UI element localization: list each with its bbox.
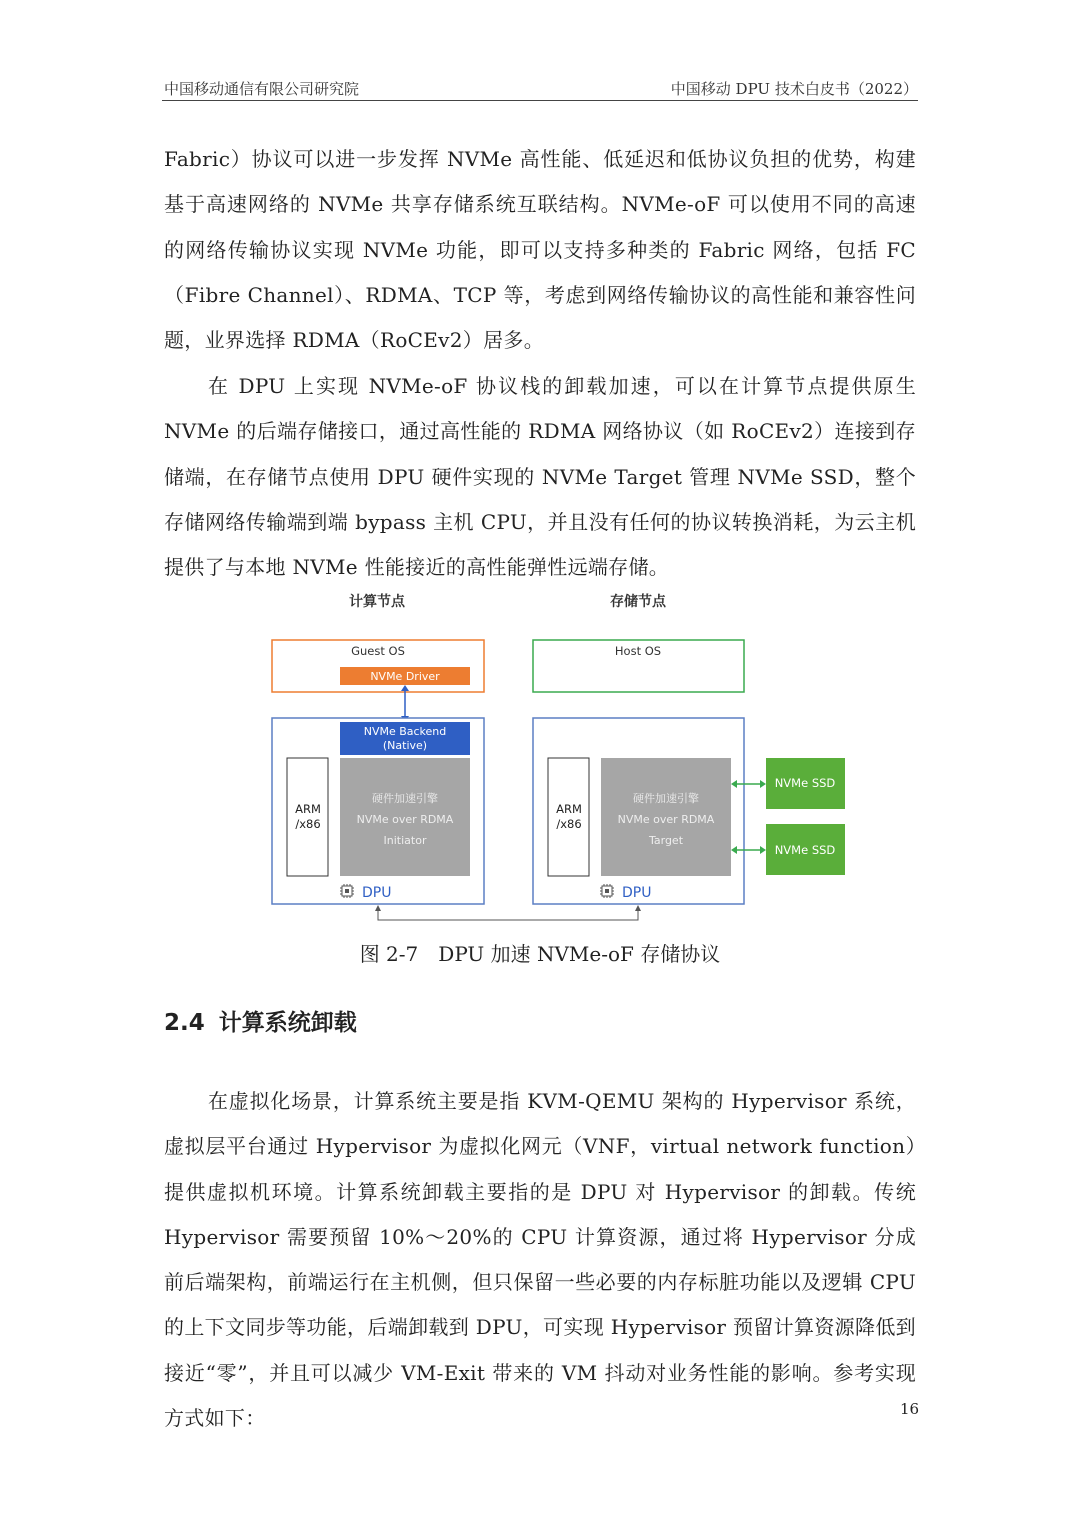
target-engine-title: 硬件加速引擎: [633, 792, 699, 805]
nvme-backend-label: NVMe Backend: [363, 725, 447, 738]
header-divider: [162, 100, 918, 101]
target-engine-protocol: NVMe over RDMA: [617, 813, 715, 826]
initiator-engine-role: Initiator: [383, 834, 427, 847]
figure-caption: [0, 938, 1080, 967]
link-arrowhead-right: [635, 905, 641, 911]
header-org: 中国移动通信有限公司研究院: [164, 80, 360, 98]
figure-number: 图 2-7: [359, 942, 419, 966]
compute-arm-label: ARM: [295, 802, 321, 816]
compute-dpu-label: DPU: [362, 885, 392, 901]
paragraph-dpu-offload: 在 DPU 上实现 NVMe-oF 协议栈的卸载加速，可以在计算节点提供原生 NVMe 的后端存储接口，通过高性能的 RDMA 网络协议（如 RoCEv2）连接到存储端，在存储节点使用 DPU 硬件实现的 NVMe Target 管理 NVMe SSD，整个存储网络传输端到端 bypass 主机 CPU，并且没有任何的协议转换消耗，为云主机提供了与本地 NVMe 性能接近的高性能弹性远端存储。: [164, 374, 916, 580]
nvme-ssd-label-1: NVMe SSD: [774, 776, 836, 790]
storage-node-title: 存储节点: [610, 594, 666, 610]
page-number: 16: [900, 1400, 920, 1418]
storage-dpu-chip-icon: [600, 884, 614, 898]
compute-node-title: 计算节点: [349, 594, 405, 610]
storage-arm-sublabel: /x86: [556, 817, 582, 831]
nvme-driver-label: NVMe Driver: [370, 670, 440, 683]
section-title: 计算系统卸载: [218, 1010, 357, 1036]
initiator-engine-title: 硬件加速引擎: [372, 792, 438, 805]
target-engine-role: Target: [648, 834, 684, 847]
compute-dpu-chip-icon: [340, 884, 354, 898]
target-ssd1-arrowhead-right: [760, 780, 766, 788]
dpu-to-dpu-link: [378, 908, 638, 920]
section-heading: [164, 1004, 357, 1037]
section-number: 2.4: [164, 1010, 205, 1036]
header-doc-title: 中国移动 DPU 技术白皮书（2022）: [670, 80, 918, 98]
guest-os-label: Guest OS: [351, 644, 405, 658]
nvme-backend-sublabel: (Native): [382, 739, 428, 752]
target-ssd2-arrowhead-right: [760, 846, 766, 854]
figure-title: DPU 加速 NVMe-oF 存储协议: [438, 942, 721, 966]
paragraph-compute-offload: 在虚拟化场景，计算系统主要是指 KVM-QEMU 架构的 Hypervisor 系统，虚拟层平台通过 Hypervisor 为虚拟化网元（VNF，virtual network function）提供虚拟机环境。计算系统卸载主要指的是 DPU 对 Hypervisor 的卸载。传统 Hypervisor 需要预留 10%～20%的 CPU 计算资源，通过将 Hypervisor 分成前后端架构，前端运行在主机侧，但只保留一些必要的内存标脏功能以及逻辑 CPU 的上下文同步等功能，后端卸载到 DPU，可实现 Hypervisor 预留计算资源降低到接近“零”，并且可以减少 VM-Exit 带来的 VM 抖动对业务性能的影响。参考实现方式如下：: [164, 1089, 916, 1431]
compute-arm-sublabel: /x86: [295, 817, 321, 831]
storage-arm-label: ARM: [556, 802, 582, 816]
initiator-engine-protocol: NVMe over RDMA: [356, 813, 454, 826]
dpu-nvme-of-diagram: [262, 588, 862, 928]
host-os-label: Host OS: [614, 644, 662, 658]
storage-dpu-label: DPU: [622, 885, 652, 901]
nvme-ssd-label-2: NVMe SSD: [774, 843, 836, 857]
link-arrowhead-left: [375, 905, 381, 911]
paragraph-nvme-of-intro: Fabric）协议可以进一步发挥 NVMe 高性能、低延迟和低协议负担的优势，构建基于高速网络的 NVMe 共享存储系统互联结构。NVMe-oF 可以使用不同的高速的网络传输协议实现 NVMe 功能，即可以支持多种类的 Fabric 网络，包括 FC（Fibre Channel）、RDMA、TCP 等，考虑到网络传输协议的高性能和兼容性问题，业界选择 RDMA（RoCEv2）居多。: [164, 147, 916, 353]
